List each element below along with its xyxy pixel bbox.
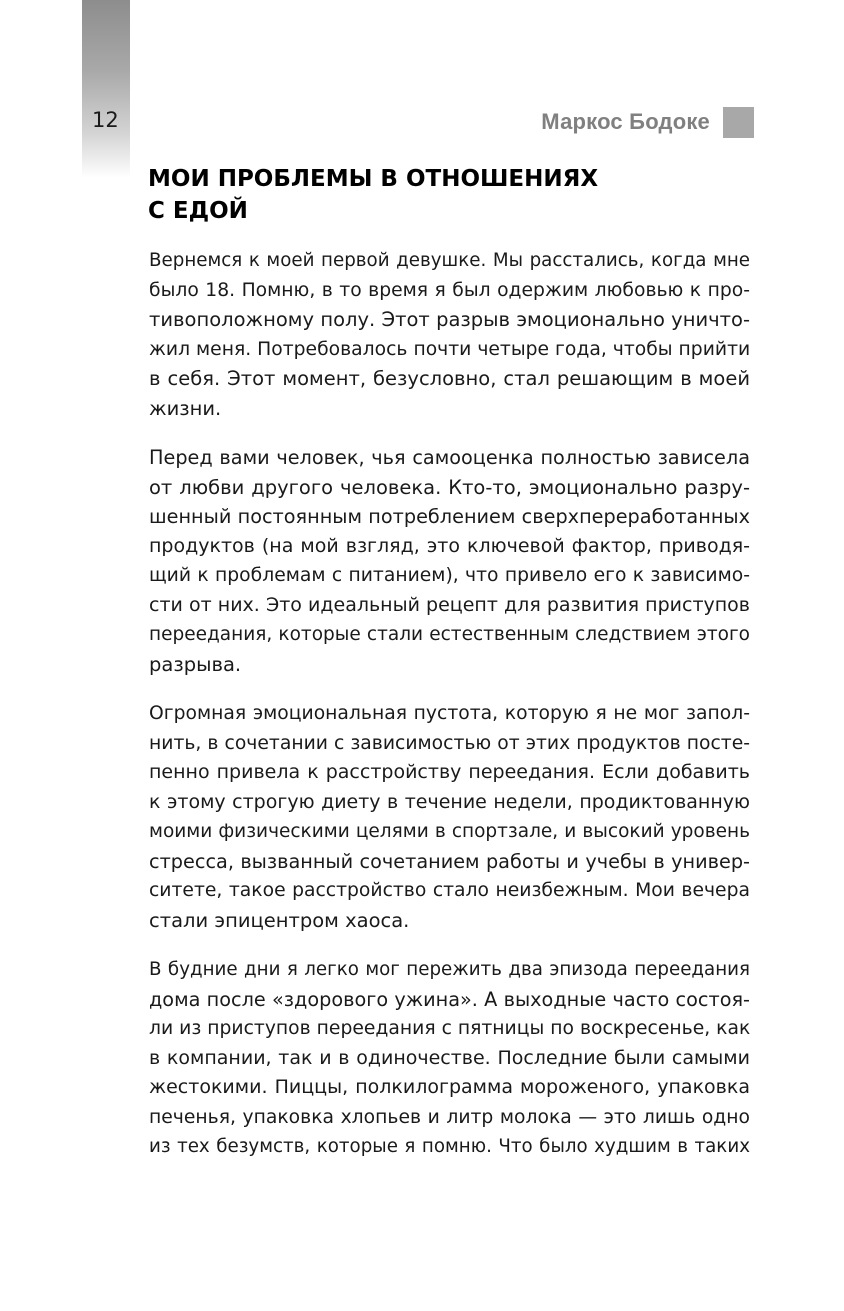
text-line: в себя. Этот момент, безусловно, стал решающим в моей — [149, 367, 750, 390]
text-line: жестокими. Пиццы, полкилограмма мороженого, упаковка — [149, 1076, 750, 1098]
running-head-marker — [723, 107, 754, 138]
chapter-title-line: С ЕДОЙ — [148, 198, 248, 224]
text-line: Перед вами человек, чья самооценка полностью зависела — [149, 446, 750, 469]
text-line: шенный постоянным потреблением сверхпереработанных — [149, 505, 750, 528]
text-line: нить, в сочетании с зависимостью от этих продуктов посте- — [149, 732, 750, 754]
page-number: 12 — [92, 108, 119, 132]
text-line: щий к проблемам с питанием), что привело его к зависимо- — [149, 565, 750, 586]
text-line: жил меня. Потребовалось почти четыре года, чтобы прийти — [149, 338, 751, 360]
text-line: переедания, которые стали естественным следствием этого — [149, 624, 750, 645]
paragraph — [149, 699, 750, 935]
paragraph — [149, 955, 750, 1162]
text-line: пенно привела к расстройству переедания. Если добавить — [149, 761, 750, 783]
text-line: моими физическими целями в спортзале, и высокий уровень — [149, 821, 750, 842]
text-line: продуктов (на мой взгляд, это ключевой фактор, приводя- — [149, 534, 750, 557]
body-text — [149, 246, 750, 1182]
text-line: в компании, так и в одиночестве. Последние были самыми — [149, 1046, 750, 1069]
chapter-title-line: МОИ ПРОБЛЕМЫ В ОТНОШЕНИЯХ — [148, 166, 599, 192]
text-line: дома после «здорового ужина». А выходные часто состоя- — [149, 987, 750, 1011]
text-line: В будние дни я легко мог пережить два эпизода переедания — [149, 959, 750, 980]
running-head-author: Маркос Бодоке — [541, 109, 710, 134]
chapter-title — [148, 163, 708, 227]
text-line: Огромная эмоциональная пустота, которую я не мог запол- — [149, 703, 750, 724]
chapter-edge-tab — [82, 0, 130, 178]
text-line: стали эпицентром хаоса. — [149, 908, 410, 932]
text-line: к этому строгую диету в течение недели, продиктованную — [149, 790, 750, 813]
text-line: Вернемся к моей первой девушке. Мы расстались, когда мне — [149, 250, 750, 271]
text-line: от любви другого человека. Кто-то, эмоционально разру- — [149, 475, 750, 499]
text-line: печенья, упаковка хлопьев и литр молока — это лишь одно — [149, 1106, 750, 1128]
text-line: стресса, вызванный сочетанием работы и учебы в универ- — [149, 849, 750, 873]
text-line: жизни. — [149, 396, 222, 420]
text-line: сти от них. Это идеальный рецепт для развития приступов — [149, 593, 750, 616]
paragraph — [149, 246, 750, 423]
paragraph — [149, 443, 750, 679]
text-line: ли из приступов переедания с пятницы по воскресенье, как — [149, 1018, 751, 1039]
text-line: ситете, такое расстройство стало неизбежным. Мои вечера — [149, 880, 750, 901]
text-line: из тех безумств, которые я помню. Что было худшим в таких — [149, 1136, 750, 1157]
text-line: тивоположному полу. Этот разрыв эмоционально уничто- — [149, 308, 750, 331]
text-line: было 18. Помню, в то время я был одержим любовью к про- — [149, 279, 750, 301]
text-line: разрыва. — [149, 652, 242, 676]
